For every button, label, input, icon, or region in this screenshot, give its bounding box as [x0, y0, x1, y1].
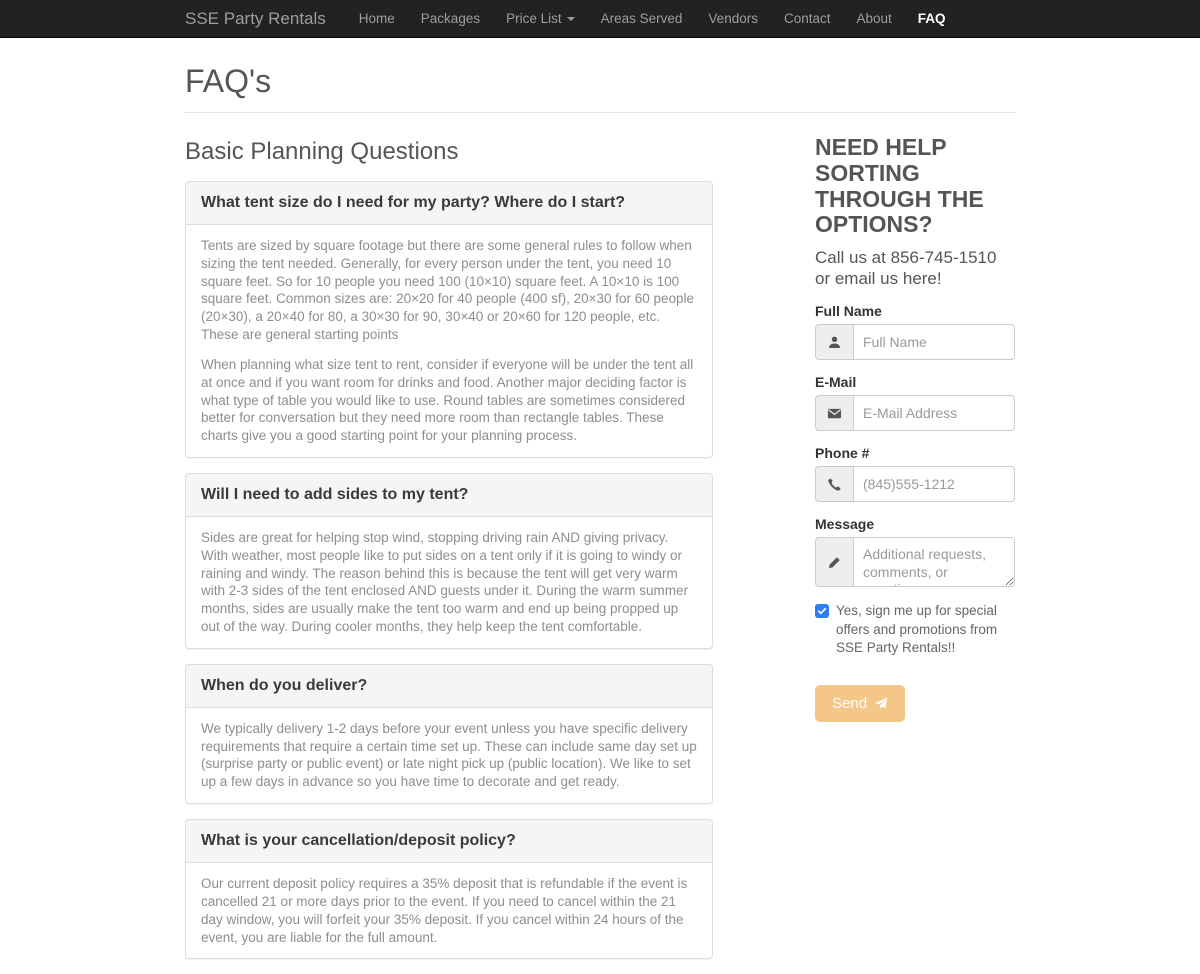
- optin-label: Yes, sign me up for special offers and promotions from SSE Party Rentals!!: [836, 603, 998, 655]
- faq-answer-paragraph: Tents are sized by square footage but there are some general rules to follow when sizing the tent needed. Generally, for every person under the tent, you need 10 square feet. So for 10 people you need 100 (10×10) square feet. A 10×10 is 100 square feet. Common sizes are: 20×20 for 40 people (400 sf), 20×30 for 60 people (20×30), a 20×40 for 80, a 30×30 for 90, 30×40 or 20×60 for 120 people, etc. These are general starting points: [201, 238, 695, 343]
- user-icon: [815, 324, 853, 360]
- faq-panel: [185, 819, 713, 959]
- faq-answer-paragraph: Sides are great for helping stop wind, stopping driving rain AND giving privacy. With weather, most people like to put sides on a tent only if it is going to windy or raining and windy. The reason behind this is because the tent will get very warm with 2-3 sides of the tent enclosed AND guests under it. During the warm summer months, sides are usually make the tent too warm and end up being propped up out of the way. During cooler months, they help keep the tent comfortable.: [201, 529, 688, 634]
- brand-link[interactable]: SSE Party Rentals: [185, 8, 326, 28]
- faq-answer: [186, 708, 712, 803]
- faq-answer: [186, 863, 712, 958]
- faq-answer: [186, 517, 712, 648]
- full-name-label: Full Name: [815, 303, 882, 320]
- message-textarea[interactable]: [853, 537, 1015, 587]
- nav-item-faq[interactable]: FAQ: [917, 11, 946, 26]
- section-title: Basic Planning Questions: [185, 138, 459, 165]
- sidebar-subheading: Call us at 856-745-1510 or email us here!: [815, 248, 997, 288]
- phone-label: Phone #: [815, 445, 870, 462]
- faq-list: [185, 113, 713, 974]
- top-navbar: [0, 0, 1200, 38]
- faq-panel: [185, 181, 713, 458]
- nav-item-packages[interactable]: Packages: [420, 11, 481, 26]
- faq-question: What is your cancellation/deposit policy?: [201, 832, 516, 850]
- nav-item-price-list[interactable]: [493, 11, 588, 26]
- faq-panel: [185, 664, 713, 804]
- nav-item-home[interactable]: Home: [358, 11, 395, 26]
- faq-question: When do you deliver?: [201, 676, 368, 694]
- nav-item-vendors[interactable]: Vendors: [708, 11, 758, 26]
- send-icon: [874, 697, 888, 711]
- optin-checkbox[interactable]: [815, 604, 829, 618]
- faq-question: Will I need to add sides to my tent?: [201, 485, 469, 503]
- phone-field[interactable]: [853, 466, 1015, 502]
- faq-question: What tent size do I need for my party? Where do I start?: [201, 194, 626, 211]
- faq-answer-paragraph: When planning what size tent to rent, consider if everyone will be under the tent all at once and if you want room for drinks and food. Another major deciding factor is what type of table you would like to use. Round tables are sometimes considered better for conversation but they need more room than rectangle tables. These charts give you a good starting point for your planning process.: [201, 356, 694, 444]
- message-label: Message: [815, 516, 875, 533]
- faq-answer-paragraph: We typically delivery 1-2 days before your event unless you have specific delivery requirements that require a certain time set up. These can include same day set up (surprise party or public event) or late night pick up (public location). We like to set up a few days in advance so you have time to decorate and get ready.: [201, 720, 697, 790]
- phone-icon: [815, 466, 853, 502]
- email-field[interactable]: [853, 395, 1015, 431]
- chevron-down-icon: [567, 17, 575, 21]
- faq-question-header: [186, 820, 712, 863]
- pencil-icon: [815, 537, 853, 587]
- faq-question-header: [186, 182, 712, 225]
- envelope-icon: [815, 395, 853, 431]
- full-name-input[interactable]: [853, 324, 1015, 360]
- faq-answer: [186, 225, 712, 457]
- nav-item-label: Price List: [506, 11, 562, 26]
- faq-question-header: [186, 474, 712, 517]
- faq-panel: [185, 473, 713, 649]
- faq-question-header: [186, 665, 712, 708]
- nav-item-about[interactable]: About: [856, 11, 892, 26]
- page-title: FAQ's: [185, 63, 272, 99]
- sidebar-heading: NEED HELP SORTING THROUGH THE OPTIONS?: [815, 134, 984, 238]
- nav-item-contact[interactable]: Contact: [783, 11, 831, 26]
- email-label: E-Mail: [815, 374, 857, 391]
- faq-answer-paragraph: Our current deposit policy requires a 35% deposit that is refundable if the event is cancelled 21 or more days prior to the event. If you need to cancel within the 21 day window, you will forfeit your 35% deposit. If you cancel within 24 hours of the event, you are liable for the full amount.: [201, 876, 688, 945]
- nav-item-areas-served[interactable]: Areas Served: [600, 11, 683, 26]
- send-button-label: Send: [832, 695, 868, 713]
- send-button[interactable]: [815, 685, 905, 722]
- contact-sidebar: [815, 113, 1015, 974]
